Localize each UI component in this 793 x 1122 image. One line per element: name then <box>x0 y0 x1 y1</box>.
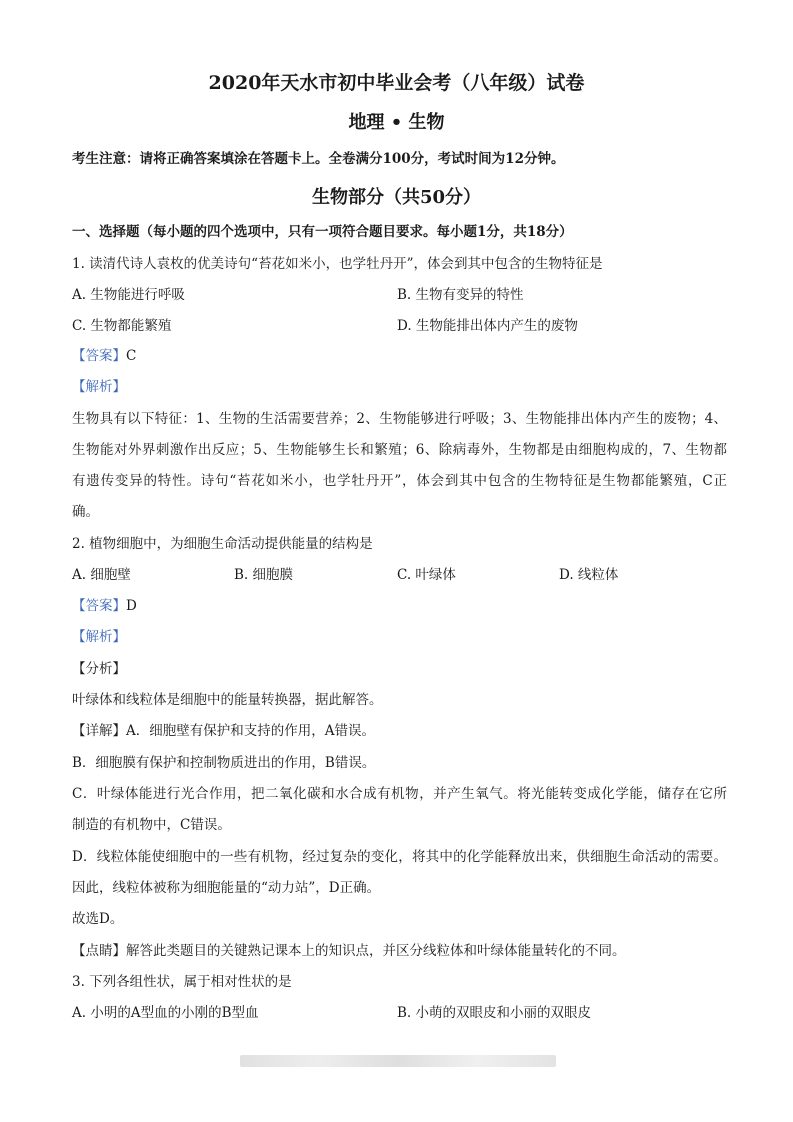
analysis-line: 【点睛】解答此类题目的关键熟记课本上的知识点，并区分线粒体和叶绿体能量转化的不同。 <box>72 943 626 959</box>
option-a: A. 细胞壁 <box>72 567 131 583</box>
answer-value: C <box>126 348 137 364</box>
question-2-answer <box>72 597 727 615</box>
option-b: B. 小萌的双眼皮和小丽的双眼皮 <box>397 1005 592 1021</box>
analysis-line: 生物能对外界刺激作出反应；5、生物能够生长和繁殖；6、除病毒外，生物都是由细胞构成的，7、生物都 <box>72 442 727 458</box>
option-c: C. 生物都能繁殖 <box>72 318 172 334</box>
option-d: D. 线粒体 <box>559 567 619 583</box>
option-b: B. 生物有变异的特性 <box>397 287 524 303</box>
analysis-line: 故选D。 <box>72 911 124 927</box>
question-1-analysis-label: 【解析】 <box>72 379 126 395</box>
analysis-line: 确。 <box>72 504 99 520</box>
question-2-stem: 2. 植物细胞中，为细胞生命活动提供能量的结构是 <box>72 536 373 552</box>
answer-value: D <box>126 598 137 614</box>
option-a: A. 小明的A型血的小刚的B型血 <box>72 1005 259 1021</box>
answer-label: 【答案】 <box>72 348 126 364</box>
analysis-line: 因此，线粒体被称为细胞能量的“动力站”，D正确。 <box>72 880 381 896</box>
question-1-stem: 1. 读清代诗人袁枚的优美诗句“苔花如米小，也学牡丹开”，体会到其中包含的生物特征是 <box>72 256 603 272</box>
subject-title: 地理 • 生物 <box>348 112 445 133</box>
option-b: B. 细胞膜 <box>234 567 294 583</box>
analysis-line: C．叶绿体能进行光合作用，把二氧化碳和水合成有机物，并产生氧气。将光能转变成化学能，储存在它所 <box>72 786 727 802</box>
exam-notice: 考生注意：请将正确答案填涂在答题卡上。全卷满分100分，考试时间为12分钟。 <box>72 151 565 167</box>
analysis-line: 【详解】A．细胞壁有保护和支持的作用，A错误。 <box>72 723 375 739</box>
analysis-line: 叶绿体和线粒体是细胞中的能量转换器，据此解答。 <box>72 692 383 708</box>
analysis-line: 生物具有以下特征：1、生物的生活需要营养；2、生物能够进行呼吸；3、生物能排出体内产生的废物；4、 <box>72 411 727 427</box>
option-a: A. 生物能进行呼吸 <box>72 287 185 303</box>
option-c: C. 叶绿体 <box>397 567 456 583</box>
section-title: 生物部分（共50分） <box>311 187 482 208</box>
analysis-line: 有遗传变异的特性。诗句“苔花如米小，也学牡丹开”，体会到其中包含的生物特征是生物都能繁殖，C正 <box>72 473 727 489</box>
part-one-heading: 一、选择题（每小题的四个选项中，只有一项符合题目要求。每小题1分，共18分） <box>72 224 573 240</box>
analysis-line: D．线粒体能使细胞中的一些有机物，经过复杂的变化，将其中的化学能释放出来，供细胞生命活动的需要。 <box>72 849 727 865</box>
question-3-stem: 3. 下列各组性状，属于相对性状的是 <box>72 974 292 990</box>
blurred-footer <box>240 1055 556 1067</box>
exam-title: 2020年天水市初中毕业会考（八年级）试卷 <box>208 72 585 94</box>
question-2-analysis-label: 【解析】 <box>72 629 126 645</box>
analysis-line: 制造的有机物中，C错误。 <box>72 817 231 833</box>
question-1-answer <box>72 347 727 365</box>
question-2-fenxi-label: 【分析】 <box>72 661 126 677</box>
answer-label: 【答案】 <box>72 598 126 614</box>
option-d: D. 生物能排出体内产生的废物 <box>397 318 578 334</box>
analysis-line: B．细胞膜有保护和控制物质进出的作用，B错误。 <box>72 755 376 771</box>
